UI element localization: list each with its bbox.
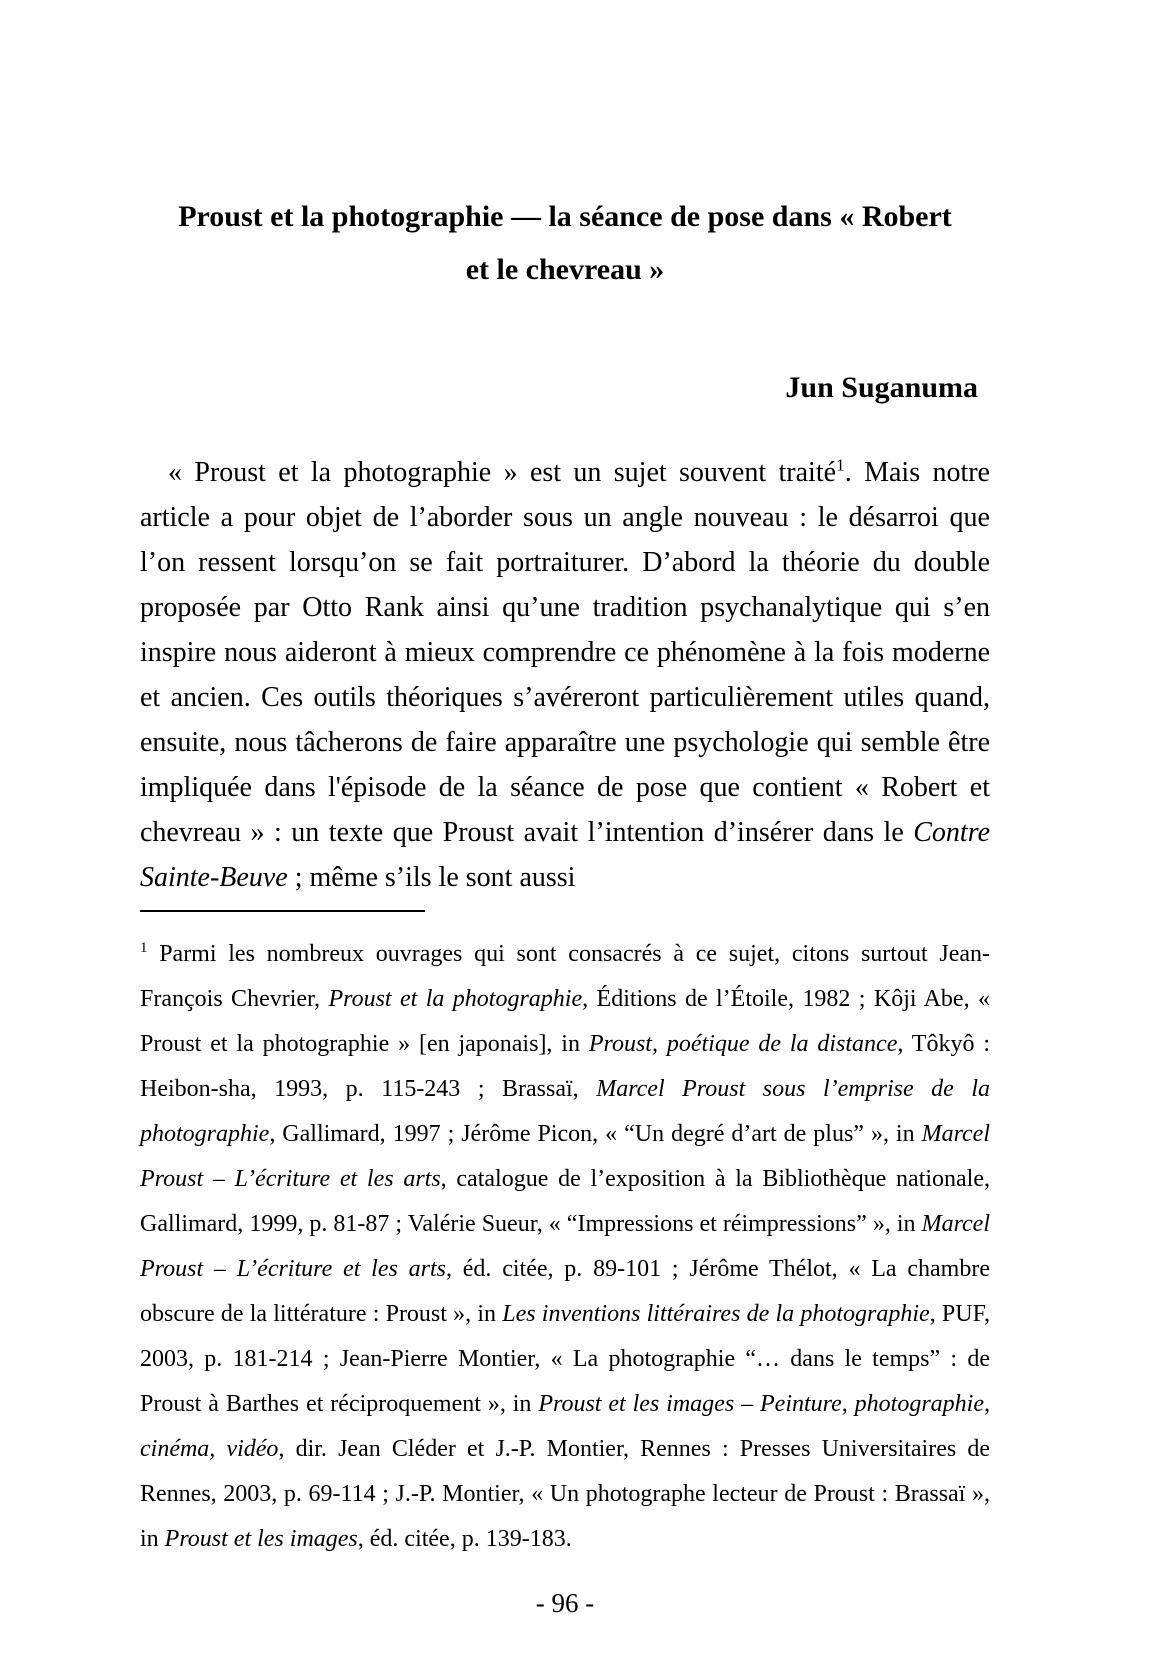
page-title bbox=[140, 190, 990, 296]
page-number: - 96 - bbox=[535, 1588, 595, 1618]
document-page bbox=[140, 0, 990, 1619]
footnote-1: $^1$ Parmi les nombreux ouvrages qui sont consacrés à ce sujet, citons surtout Jean-François Chevrier, Proust et la photographie, Éditions de l’Étoile, 1982 ; Kôji Abe, « Proust et la photographie » [en japonais], in Proust, poétique de la distance, Tôkyô : Heibon-sha, 1993, p. 115-243 ; Brassaï, Marcel Proust sous l’emprise de la photographie, Gallimard, 1997 ; Jérôme Picon, « “Un degré d’art de plus” », in Marcel Proust – L’écriture et les arts, catalogue de l’exposition à la Bibliothèque nationale, Gallimard, 1999, p. 81-87 ; Valérie Sueur, « “Impressions et réimpressions” », in Marcel Proust – L’écriture et les arts, éd. citée, p. 89-101 ; Jérôme Thélot, « La chambre obscure de la littérature : Proust », in Les inventions littéraires de la photographie, PUF, 2003, p. 181-214 ; Jean-Pierre Montier, « La photographie “… dans le temps” : de Proust à Barthes et réciproquement », in Proust et les images – Peinture, photographie, cinéma, vidéo, dir. Jean Cléder et J.-P. Montier, Rennes : Presses Universitaires de Rennes, 2003, p. 69-114 ; J.-P. Montier, « Un photographe lecteur de Proust : Brassaï », in Proust et les images, éd. citée, p. 139-183. bbox=[140, 940, 991, 1552]
author-name: Jun Suganuma bbox=[785, 371, 978, 404]
body-paragraph: « Proust et la photographie » est un sujet souvent traité$^1$. Mais notre article a pour objet de l’aborder sous un angle nouveau : le désarroi que l’on ressent lorsqu’on se fait portraiturer. D’abord la théorie du double proposée par Otto Rank ainsi qu’une tradition psychanalytique qui s’en inspire nous aideront à mieux comprendre ce phénomène à la fois moderne et ancien. Ces outils théoriques s’avéreront particulièrement utiles quand, ensuite, nous tâcherons de faire apparaître une psychologie qui semble être impliquée dans l'épisode de la séance de pose que contient « Robert et chevreau » : un texte que Proust avait l’intention d’insérer dans le Contre Sainte-Beuve ; même s’ils le sont aussi bbox=[140, 455, 990, 893]
footnote-separator bbox=[140, 910, 425, 912]
page-title-line-2: et le chevreau » bbox=[465, 253, 665, 286]
page-title-line-1: Proust et la photographie — la séance de pose dans « Robert bbox=[178, 200, 952, 233]
